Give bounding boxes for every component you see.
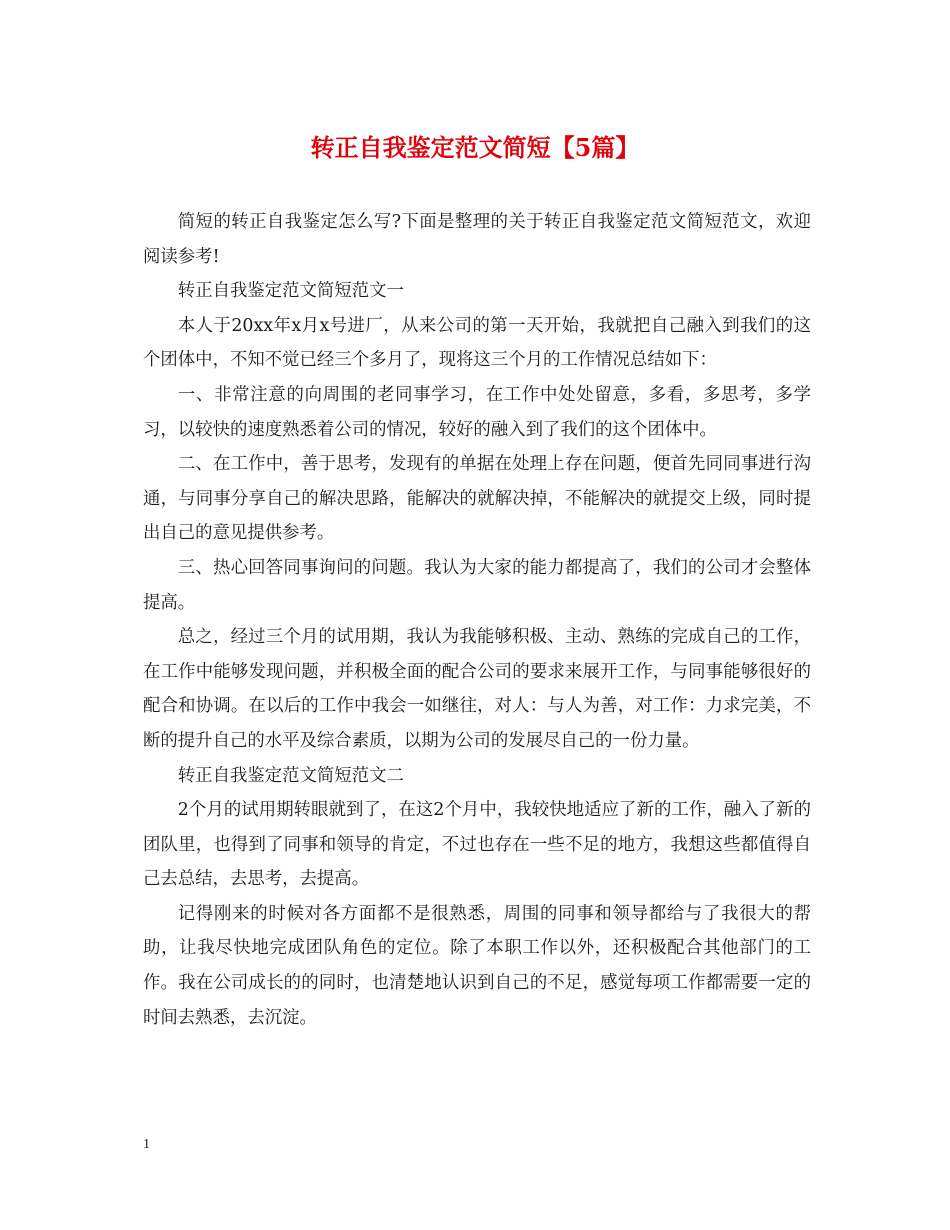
section-heading-2: 转正自我鉴定范文简短范文二 (177, 765, 404, 786)
document-title: 转正自我鉴定范文简短【5篇】 (310, 133, 640, 162)
paragraph: 2个月的试用期转眼就到了，在这2个月中，我较快地适应了新的工作，融入了新的团队里，也得到了同事和领导的肯定，不过也存在一些不足的地方，我想这些都值得自己去总结，去思考，去提高。 (143, 800, 811, 890)
paragraph: 记得刚来的时候对各方面都不是很熟悉，周围的同事和领导都给与了我很大的帮助，让我尽快地完成团队角色的定位。除了本职工作以外，还积极配合其他部门的工作。我在公司成长的的同时，也清楚地认识到自己的不足，感觉每项工作都需要一定的时间去熟悉，去沉淀。 (143, 903, 811, 1028)
paragraph: 本人于20xx年x月x号进厂，从来公司的第一天开始，我就把自己融入到我们的这个团体中，不知不觉已经三个多月了，现将这三个月的工作情况总结如下： (143, 315, 811, 371)
paragraph: 总之，经过三个月的试用期，我认为我能够积极、主动、熟练的完成自己的工作，在工作中能够发现问题，并积极全面的配合公司的要求来展开工作，与同事能够很好的配合和协调。在以后的工作中我会一如继往，对人：与人为善，对工作：力求完美，不断的提升自己的水平及综合素质，以期为公司的发展尽自己的一份力量。 (143, 627, 811, 751)
intro-paragraph: 简短的转正自我鉴定怎么写?下面是整理的关于转正自我鉴定范文简短范文，欢迎阅读参考! (143, 212, 811, 267)
paragraph: 一、非常注意的向周围的老同事学习，在工作中处处留意，多看，多思考，多学习，以较快的速度熟悉着公司的情况，较好的融入到了我们的这个团体中。 (143, 384, 811, 440)
section-heading-1: 转正自我鉴定范文简短范文一 (177, 281, 404, 302)
page-number: 1 (143, 1137, 150, 1152)
paragraph: 二、在工作中，善于思考，发现有的单据在处理上存在问题，便首先同同事进行沟通，与同事分享自己的解决思路，能解决的就解决掉，不能解决的就提交上级，同时提出自己的意见提供参考。 (143, 454, 811, 544)
document-body (143, 205, 811, 1035)
paragraph: 三、热心回答同事询问的问题。我认为大家的能力都提高了，我们的公司才会整体提高。 (143, 557, 811, 613)
